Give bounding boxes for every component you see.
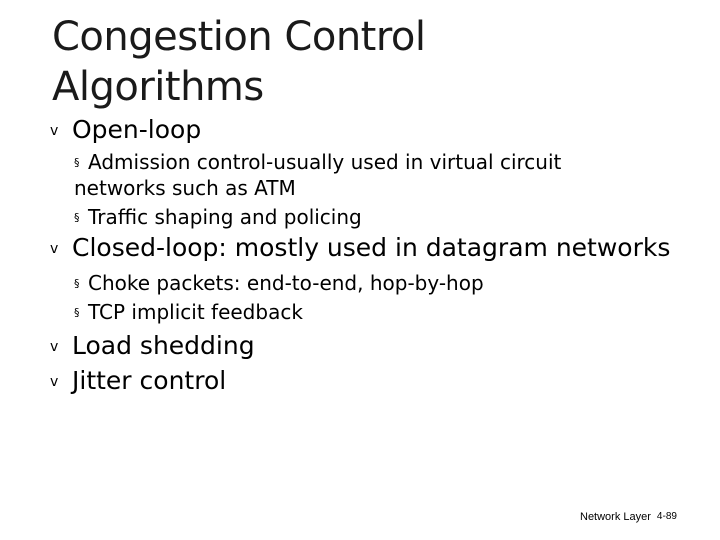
bullet-icon: v [50,241,59,257]
sub-bullet-icon: § [74,306,80,319]
bullet-open-loop [50,115,201,149]
bullet-closed-loop [50,233,670,267]
sub-bullet-icon: § [74,277,80,290]
sub-bullet-tcp-feedback [74,297,303,331]
bullet-label: Open-loop [72,115,202,144]
sub-bullet-text: Traffic shaping and policing [88,205,362,229]
bullet-icon: v [50,374,59,390]
sub-bullet-text: Admission control-usually used in virtual circuit [88,150,562,174]
bullet-label: Closed-loop: mostly used in datagram networks [72,233,671,262]
sub-bullet-text: TCP implicit feedback [88,300,303,324]
page-number: 4-89 [656,511,677,522]
bullet-icon: v [50,123,59,139]
footer-label: Network Layer [580,511,651,523]
bullet-label: Jitter control [72,366,227,395]
bullet-label: Load shedding [72,331,255,360]
slide-footer [580,511,677,523]
bullet-load-shedding [50,331,255,365]
sub-bullet-icon: § [74,156,80,169]
bullet-icon: v [50,339,59,355]
title-line-1: Congestion Control [52,14,426,60]
sub-bullet-text: networks such as ATM [74,176,296,200]
sub-bullet-text: Choke packets: end-to-end, hop-by-hop [88,271,484,295]
bullet-jitter-control [50,366,226,400]
slide-title [52,12,426,112]
sub-bullet-traffic-shaping [74,202,362,236]
title-line-2: Algorithms [52,64,264,110]
sub-bullet-continuation [74,173,296,203]
sub-bullet-icon: § [74,211,80,224]
